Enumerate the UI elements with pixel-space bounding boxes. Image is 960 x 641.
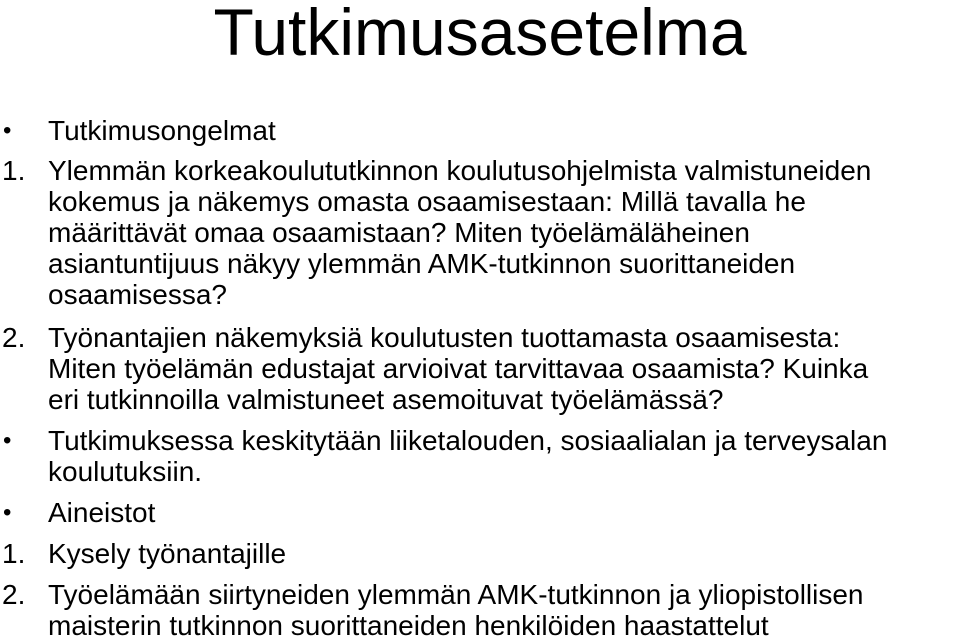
bullet-text [0, 425, 960, 487]
text-line: Työelämään siirtyneiden ylemmän AMK-tutkinnon ja yliopistollisen [48, 579, 864, 610]
text-line: Ylemmän korkeakoulututkinnon koulutusohjelmista valmistuneiden [48, 155, 872, 186]
text-line: Tutkimusongelmat [48, 115, 276, 146]
number-marker: 2. [2, 579, 26, 610]
text-line: asiantuntijuus näkyy ylemmän AMK-tutkinnon suorittaneiden [48, 248, 796, 279]
materials-item-1 [0, 538, 960, 569]
bullet-text [0, 497, 960, 528]
text-line: Tutkimuksessa keskitytään liiketalouden, sosiaalialan ja terveysalan [48, 425, 888, 456]
item-text [0, 322, 960, 415]
numbered-item-2 [0, 322, 960, 415]
bullet-materials [0, 497, 960, 528]
text-line: Miten työelämän edustajat arvioivat tarvittavaa osaamista? Kuinka [48, 353, 869, 384]
item-text [0, 155, 960, 310]
bullet-marker: • [3, 499, 12, 526]
item-text [0, 579, 960, 641]
text-line: määrittävät omaa osaamistaan? Miten työelämäläheinen [48, 217, 750, 248]
number-marker: 1. [2, 538, 26, 569]
text-line: koulutuksiin. [48, 456, 203, 487]
bullet-text [0, 115, 960, 146]
text-line: kokemus ja näkemys omasta osaamisestaan: Millä tavalla he [48, 186, 806, 217]
item-text [0, 538, 960, 569]
text-line: maisterin tutkinnon suorittaneiden henkilöiden haastattelut [48, 610, 769, 641]
text-line: osaamisessa? [48, 279, 227, 310]
bullet-focus [0, 425, 960, 487]
slide-content [0, 115, 960, 641]
slide-title: Tutkimusasetelma [213, 0, 747, 69]
number-marker: 1. [2, 155, 26, 186]
materials-item-2 [0, 579, 960, 641]
text-line: eri tutkinnoilla valmistuneet asemoituvat työelämässä? [48, 384, 724, 415]
text-line: Kysely työnantajille [48, 538, 287, 569]
bullet-marker: • [3, 117, 12, 144]
text-line: Työnantajien näkemyksiä koulutusten tuottamasta osaamisesta: [48, 322, 841, 353]
numbered-item-1 [0, 155, 960, 310]
number-marker: 2. [2, 322, 26, 353]
bullet-marker: • [3, 427, 12, 454]
text-line: Aineistot [48, 497, 156, 528]
bullet-research-problems [0, 115, 960, 146]
